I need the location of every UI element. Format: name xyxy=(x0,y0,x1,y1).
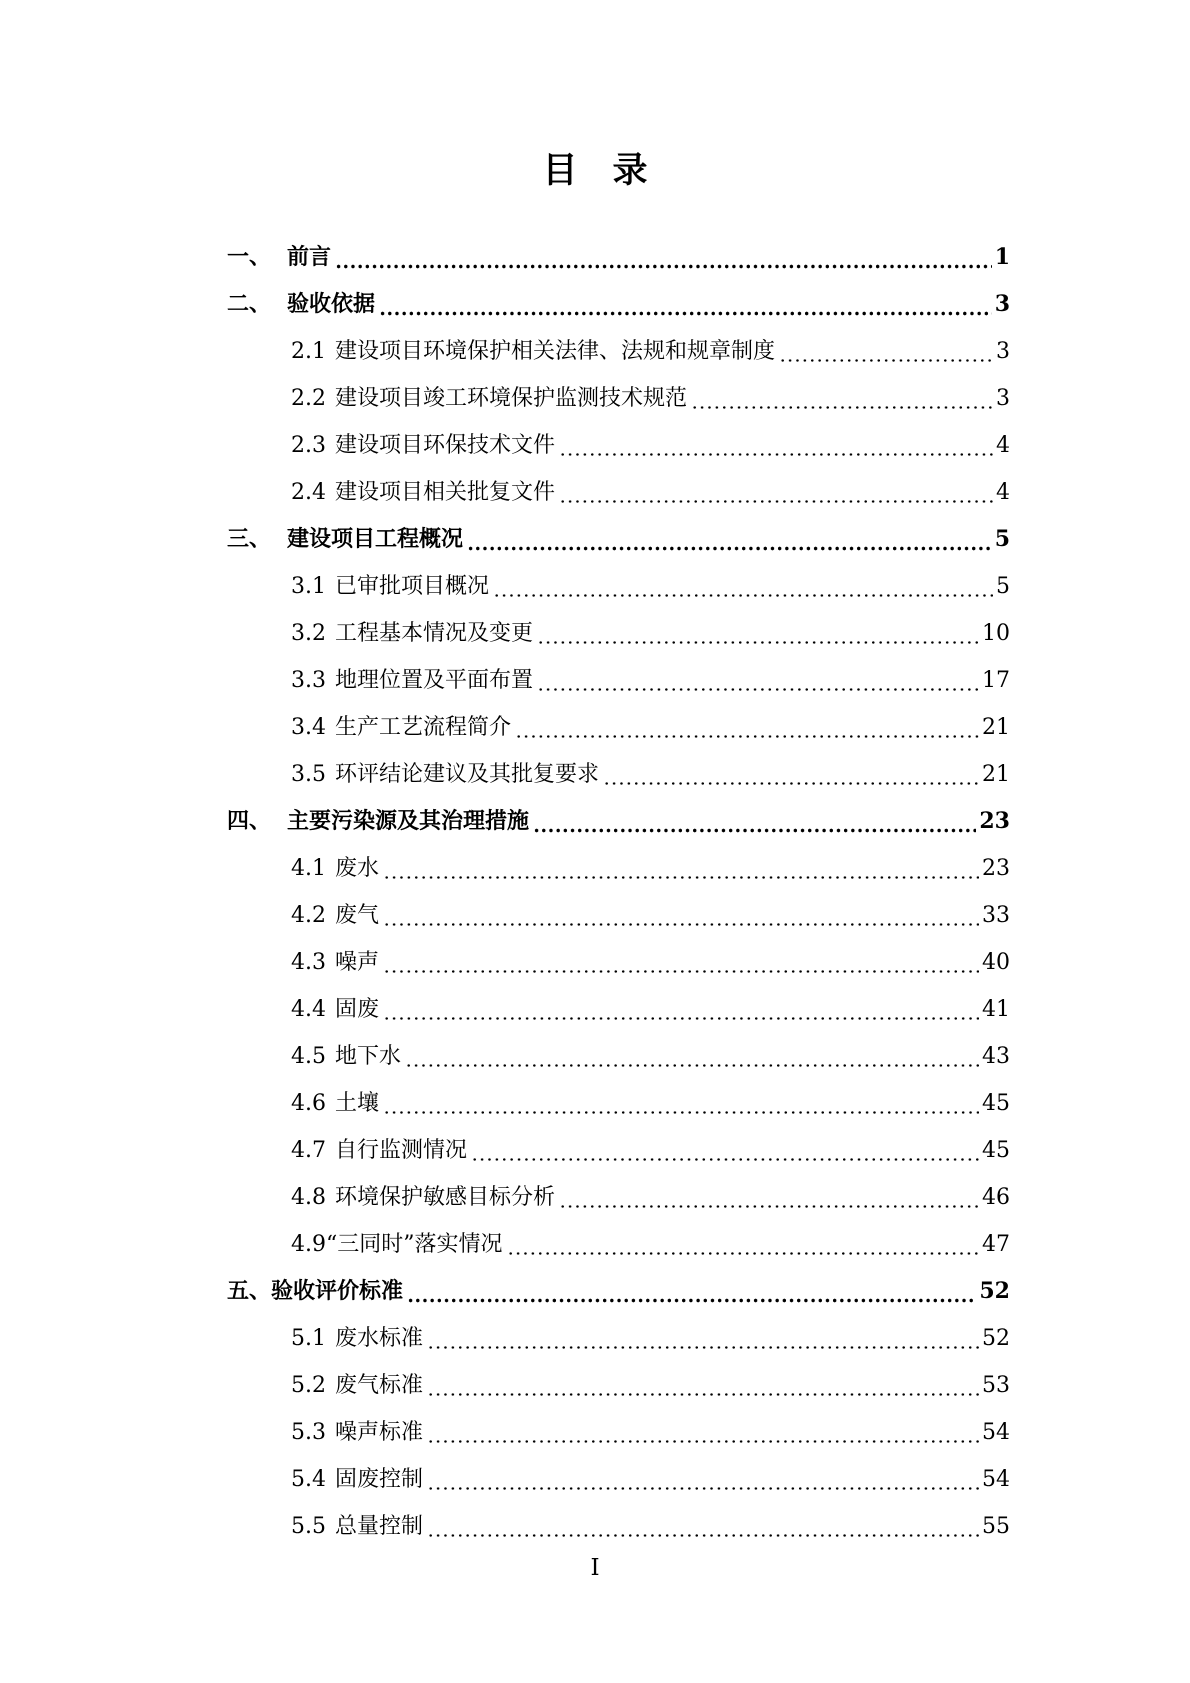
toc-entry-page: 41 xyxy=(982,997,1010,1022)
toc-entry-number: 2.1 xyxy=(291,339,326,364)
toc-entry-number: 4.6 xyxy=(291,1091,326,1116)
toc-entry-label: 土壤 xyxy=(335,1091,380,1116)
dot-leader-icon xyxy=(427,1409,979,1456)
dot-leader-icon xyxy=(427,1503,979,1550)
toc-entry-page: 40 xyxy=(982,950,1010,975)
toc-entry[interactable] xyxy=(180,1409,1010,1456)
toc-entry-label: 环境保护敏感目标分析 xyxy=(335,1185,556,1210)
toc-entry-page: 1 xyxy=(994,244,1010,270)
page-footer-number: I xyxy=(590,1555,600,1581)
toc-entry-page: 4 xyxy=(996,480,1010,505)
toc-entry-page: 23 xyxy=(979,808,1010,834)
dot-leader-icon xyxy=(507,1221,980,1268)
dot-leader-icon xyxy=(407,1268,976,1315)
toc-entry-number: 五、 xyxy=(227,1278,272,1304)
toc-entry-number: 5.5 xyxy=(291,1514,326,1539)
toc-entry-number: 5.2 xyxy=(291,1373,326,1398)
dot-leader-icon xyxy=(427,1456,979,1503)
dot-leader-icon xyxy=(559,469,993,516)
toc-entry-page: 54 xyxy=(982,1467,1010,1492)
dot-leader-icon xyxy=(467,516,992,563)
toc-entry-page: 55 xyxy=(982,1514,1010,1539)
toc-entry-number: 4.1 xyxy=(291,856,326,881)
toc-entry-page: 10 xyxy=(982,621,1010,646)
toc-entry[interactable] xyxy=(180,939,1010,986)
toc-entry-label: 地理位置及平面布置 xyxy=(335,668,534,693)
dot-leader-icon xyxy=(427,1315,979,1362)
toc-entry-label: 噪声 xyxy=(335,950,380,975)
toc-entry[interactable] xyxy=(180,1503,1010,1550)
toc-entry-number: 2.2 xyxy=(291,386,326,411)
dot-leader-icon xyxy=(383,986,979,1033)
toc-entry-page: 45 xyxy=(982,1138,1010,1163)
toc-entry[interactable] xyxy=(180,375,1010,422)
toc-entry[interactable] xyxy=(180,1268,1010,1315)
toc-entry[interactable] xyxy=(180,234,1010,281)
toc-entry[interactable] xyxy=(180,1221,1010,1268)
toc-entry-number: 4.7 xyxy=(291,1138,326,1163)
toc-entry-page: 52 xyxy=(982,1326,1010,1351)
dot-leader-icon xyxy=(383,845,979,892)
toc-entry-label: 前言 xyxy=(287,244,332,270)
toc-entry[interactable] xyxy=(180,516,1010,563)
toc-entry-number: 三、 xyxy=(227,526,272,552)
toc-entry-page: 3 xyxy=(996,339,1010,364)
dot-leader-icon xyxy=(383,1080,979,1127)
toc-entry-number: 4.3 xyxy=(291,950,326,975)
toc-entry[interactable] xyxy=(180,1315,1010,1362)
toc-entry-page: 43 xyxy=(982,1044,1010,1069)
dot-leader-icon xyxy=(559,422,993,469)
dot-leader-icon xyxy=(779,328,993,375)
toc-entry-number: 四、 xyxy=(227,808,272,834)
toc-entry-number: 一、 xyxy=(227,244,272,270)
toc-entry-page: 23 xyxy=(982,856,1010,881)
dot-leader-icon xyxy=(603,751,979,798)
toc-entry-number: 4.5 xyxy=(291,1044,326,1069)
toc-entry-label: 建设项目环保技术文件 xyxy=(335,433,556,458)
toc-entry-number: 3.5 xyxy=(291,762,326,787)
dot-leader-icon xyxy=(691,375,993,422)
toc-entry[interactable] xyxy=(180,328,1010,375)
dot-leader-icon xyxy=(493,563,993,610)
toc-entry-page: 52 xyxy=(979,1278,1010,1304)
toc-entry[interactable] xyxy=(180,1033,1010,1080)
toc-entry[interactable] xyxy=(180,798,1010,845)
toc-entry-label: 建设项目工程概况 xyxy=(287,526,464,552)
dot-leader-icon xyxy=(383,892,979,939)
toc-entry-page: 46 xyxy=(982,1185,1010,1210)
toc-entry-label: 废气标准 xyxy=(335,1373,424,1398)
toc-entry-label: 验收依据 xyxy=(287,291,376,317)
toc-entry-label: 地下水 xyxy=(335,1044,402,1069)
toc-entry[interactable] xyxy=(180,986,1010,1033)
toc-entry[interactable] xyxy=(180,469,1010,516)
toc-entry-label: 建设项目竣工环境保护监测技术规范 xyxy=(335,386,688,411)
toc-entry-number: 4.9 xyxy=(291,1232,326,1257)
dot-leader-icon xyxy=(379,281,992,328)
toc-entry-page: 47 xyxy=(982,1232,1010,1257)
toc-entry-label: 总量控制 xyxy=(335,1514,424,1539)
toc-entry-label: 主要污染源及其治理措施 xyxy=(287,808,530,834)
toc-entry-number: 3.4 xyxy=(291,715,326,740)
toc-entry[interactable] xyxy=(180,751,1010,798)
toc-entry-label: 固废控制 xyxy=(335,1467,424,1492)
toc-entry-number: 2.4 xyxy=(291,480,326,505)
toc-entry-page: 53 xyxy=(982,1373,1010,1398)
toc-entry-number: 4.2 xyxy=(291,903,326,928)
toc-entry[interactable] xyxy=(180,422,1010,469)
dot-leader-icon xyxy=(405,1033,979,1080)
dot-leader-icon xyxy=(533,798,976,845)
dot-leader-icon xyxy=(383,939,979,986)
toc-entry[interactable] xyxy=(180,1362,1010,1409)
dot-leader-icon xyxy=(427,1362,979,1409)
toc-entry-number: 4.4 xyxy=(291,997,326,1022)
dot-leader-icon xyxy=(537,610,979,657)
toc-entry[interactable] xyxy=(180,845,1010,892)
toc-entry-page: 5 xyxy=(996,574,1010,599)
toc-entry[interactable] xyxy=(180,563,1010,610)
toc-entry[interactable] xyxy=(180,1456,1010,1503)
toc-title: 目 录 xyxy=(542,150,648,191)
dot-leader-icon xyxy=(537,657,979,704)
toc-entry-label: 废水标准 xyxy=(335,1326,424,1351)
toc-entry-page: 45 xyxy=(982,1091,1010,1116)
toc-entry-page: 21 xyxy=(982,762,1010,787)
toc-entry-number: 5.4 xyxy=(291,1467,326,1492)
toc-entry-label: 固废 xyxy=(335,997,380,1022)
toc-entry-label: 环评结论建议及其批复要求 xyxy=(335,762,600,787)
toc-entry-page: 5 xyxy=(994,526,1010,552)
toc-entry-label: 废水 xyxy=(335,856,380,881)
toc-entry-label: 生产工艺流程简介 xyxy=(335,715,512,740)
toc-entry[interactable] xyxy=(180,281,1010,328)
toc-entry-number: 3.3 xyxy=(291,668,326,693)
toc-entry-number: 2.3 xyxy=(291,433,326,458)
toc-list xyxy=(180,234,1010,1550)
dot-leader-icon xyxy=(559,1174,979,1221)
toc-entry-label: 噪声标准 xyxy=(335,1420,424,1445)
toc-entry-number: 二、 xyxy=(227,291,272,317)
toc-entry-page: 4 xyxy=(996,433,1010,458)
toc-entry-page: 17 xyxy=(982,668,1010,693)
toc-entry-label: 建设项目环境保护相关法律、法规和规章制度 xyxy=(335,339,776,364)
toc-entry-page: 54 xyxy=(982,1420,1010,1445)
toc-entry[interactable] xyxy=(180,1174,1010,1221)
toc-entry-page: 3 xyxy=(994,291,1010,317)
toc-entry-label: 验收评价标准 xyxy=(271,1278,404,1304)
toc-entry-label: 自行监测情况 xyxy=(335,1138,468,1163)
toc-entry-page: 3 xyxy=(996,386,1010,411)
dot-leader-icon xyxy=(335,234,992,281)
toc-entry-label: 已审批项目概况 xyxy=(335,574,490,599)
toc-entry-label: 工程基本情况及变更 xyxy=(335,621,534,646)
toc-entry[interactable] xyxy=(180,1080,1010,1127)
dot-leader-icon xyxy=(471,1127,979,1174)
toc-entry[interactable] xyxy=(180,704,1010,751)
toc-entry[interactable] xyxy=(180,657,1010,704)
toc-entry-label: 建设项目相关批复文件 xyxy=(335,480,556,505)
toc-entry[interactable] xyxy=(180,1127,1010,1174)
toc-entry-label: 废气 xyxy=(335,903,380,928)
toc-entry-label: “三同时”落实情况 xyxy=(326,1232,503,1257)
toc-entry-number: 5.3 xyxy=(291,1420,326,1445)
toc-entry-page: 33 xyxy=(982,903,1010,928)
toc-entry-page: 21 xyxy=(982,715,1010,740)
toc-entry-number: 4.8 xyxy=(291,1185,326,1210)
dot-leader-icon xyxy=(515,704,979,751)
toc-entry-number: 3.1 xyxy=(291,574,326,599)
toc-entry[interactable] xyxy=(180,610,1010,657)
toc-entry-number: 3.2 xyxy=(291,621,326,646)
toc-entry-number: 5.1 xyxy=(291,1326,326,1351)
toc-entry[interactable] xyxy=(180,892,1010,939)
